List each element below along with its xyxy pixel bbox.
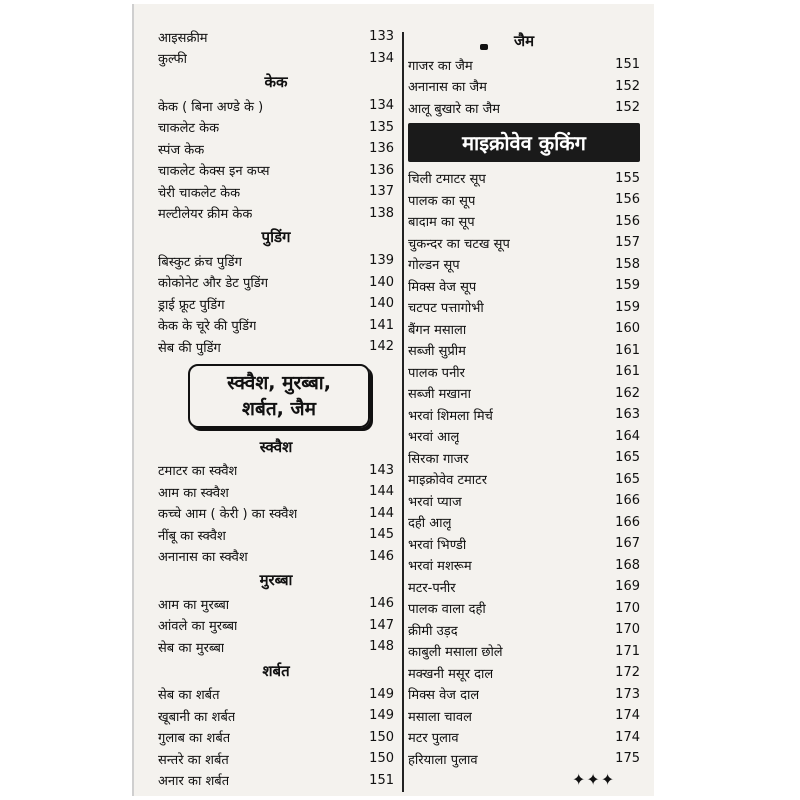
- toc-entry-title: सब्जी मखाना: [408, 387, 471, 403]
- section-title-cake: केक: [264, 73, 288, 91]
- toc-entry-title: नींबू का स्क्वैश: [158, 528, 226, 544]
- toc-entry: [408, 383, 640, 405]
- toc-entry-title: क्रीमी उड़द: [408, 623, 458, 639]
- section-title-murabba: मुरब्बा: [259, 571, 293, 589]
- toc-entry: [408, 727, 640, 749]
- toc-entry-title: सेब का मुरब्बा: [158, 640, 225, 656]
- toc-entry-page-number: 138: [369, 205, 394, 221]
- section-banner-microwave-cooking: माइक्रोवेव कुकिंग: [408, 123, 640, 162]
- toc-entry-title: चिली टमाटर सूप: [408, 172, 486, 188]
- toc-entry: [408, 490, 640, 512]
- toc-entry: [408, 684, 640, 706]
- toc-entry-page-number: 161: [615, 342, 640, 358]
- toc-entry-page-number: 159: [615, 299, 640, 315]
- toc-entry-page-number: 173: [615, 686, 640, 702]
- toc-entry-title: कुल्फी: [158, 52, 187, 68]
- toc-entry: [408, 54, 640, 76]
- toc-entry-title: चाकलेट केक्स इन कप्स: [158, 164, 270, 180]
- toc-entry-title: चाकलेट केक: [158, 121, 220, 137]
- toc-entry-title: बिस्कुट क्रंच पुडिंग: [158, 254, 242, 270]
- toc-entry: [408, 361, 640, 383]
- sharbat-items: [158, 684, 394, 792]
- section-title-squash: स्क्वैश: [259, 437, 293, 456]
- toc-entry-title: दही आलू: [408, 516, 452, 532]
- toc-entry-page-number: 134: [369, 98, 394, 114]
- toc-entry: [408, 318, 640, 340]
- toc-entry-title: माइक्रोवेव टमाटर: [408, 473, 488, 489]
- toc-entry-title: बादाम का सूप: [408, 215, 475, 231]
- toc-entry-page-number: 144: [369, 484, 394, 500]
- toc-entry-title: पालक का सूप: [408, 193, 476, 209]
- banner-line-2: शर्बत, जैम: [242, 397, 316, 420]
- toc-entry-page-number: 152: [615, 100, 640, 116]
- toc-entry: [158, 336, 394, 358]
- toc-entry-title: सेब का शर्बत: [158, 688, 220, 704]
- right-column: [408, 28, 640, 770]
- section-banner-squash-murabba-sharbat-jam: [188, 364, 370, 428]
- toc-entry-title: अनार का शर्बत: [158, 774, 230, 790]
- toc-entry: [158, 48, 394, 70]
- microwave-items: [408, 168, 640, 770]
- toc-entry-title: आलू बुखारे का जैम: [408, 101, 501, 117]
- toc-entry-title: गोल्डन सूप: [408, 258, 460, 274]
- toc-entry-page-number: 166: [615, 493, 640, 509]
- toc-entry-title: गुलाब का शर्बत: [158, 731, 231, 747]
- toc-entry: [408, 340, 640, 362]
- toc-entry-title: भरवां आलू: [408, 430, 460, 446]
- toc-entry: [158, 481, 394, 503]
- toc-entry-title: मिक्स वेज दाल: [408, 688, 480, 704]
- toc-entry-page-number: 167: [615, 536, 640, 552]
- toc-entry: [158, 117, 394, 139]
- toc-entry: [408, 748, 640, 770]
- cake-items: [158, 95, 394, 224]
- top-items: [158, 26, 394, 69]
- toc-entry-title: भरवां भिण्डी: [408, 537, 467, 553]
- toc-entry-page-number: 142: [369, 339, 394, 355]
- toc-entry-page-number: 133: [369, 29, 394, 45]
- toc-entry-title: मल्टीलेयर क्रीम केक: [158, 207, 253, 223]
- toc-entry: [408, 426, 640, 448]
- toc-entry-title: केक ( बिना अण्डे के ): [158, 99, 264, 115]
- toc-entry-page-number: 145: [369, 527, 394, 543]
- toc-entry-page-number: 139: [369, 253, 394, 269]
- column-divider: [402, 32, 404, 792]
- toc-entry-page-number: 156: [615, 213, 640, 229]
- toc-entry: [408, 168, 640, 190]
- toc-entry-page-number: 160: [615, 321, 640, 337]
- toc-entry: [408, 641, 640, 663]
- toc-entry: [158, 315, 394, 337]
- toc-entry-title: केक के चूरे की पुडिंग: [158, 319, 257, 335]
- toc-entry: [158, 546, 394, 568]
- toc-entry-page-number: 150: [369, 729, 394, 745]
- toc-entry-title: टमाटर का स्क्वैश: [158, 464, 238, 480]
- toc-entry: [158, 138, 394, 160]
- toc-entry-page-number: 146: [369, 548, 394, 564]
- toc-entry: [408, 598, 640, 620]
- toc-entry-page-number: 137: [369, 184, 394, 200]
- toc-entry-title: सब्जी सुप्रीम: [408, 344, 466, 360]
- toc-entry: [408, 447, 640, 469]
- toc-entry: [158, 26, 394, 48]
- toc-entry: [158, 636, 394, 658]
- toc-entry-page-number: 147: [369, 617, 394, 633]
- toc-entry: [158, 727, 394, 749]
- toc-entry-page-number: 152: [615, 78, 640, 94]
- toc-entry: [158, 684, 394, 706]
- toc-entry-title: पालक वाला दही: [408, 602, 486, 618]
- toc-entry-title: ड्राई फ्रूट पुडिंग: [158, 297, 225, 313]
- toc-entry: [158, 705, 394, 727]
- toc-entry: [408, 211, 640, 233]
- toc-entry-title: मक्खनी मसूर दाल: [408, 666, 494, 682]
- toc-entry-title: आंवले का मुरब्बा: [158, 619, 238, 635]
- toc-entry-page-number: 144: [369, 505, 394, 521]
- toc-entry-title: भरवां शिमला मिर्च: [408, 408, 493, 424]
- toc-entry: [408, 76, 640, 98]
- toc-entry-page-number: 161: [615, 364, 640, 380]
- section-title-sharbat: शर्बत: [262, 661, 290, 680]
- toc-entry-title: कोकोनेट और डेट पुडिंग: [158, 276, 269, 292]
- toc-entry: [158, 615, 394, 637]
- toc-entry-page-number: 140: [369, 274, 394, 290]
- toc-entry-title: चटपट पत्तागोभी: [408, 301, 484, 317]
- toc-entry: [408, 619, 640, 641]
- toc-entry: [158, 503, 394, 525]
- left-column: [158, 26, 394, 791]
- toc-entry-page-number: 136: [369, 162, 394, 178]
- toc-entry-title: अनानास का जैम: [408, 80, 487, 96]
- toc-entry: [158, 524, 394, 546]
- toc-entry-page-number: 169: [615, 579, 640, 595]
- banner-line-1: स्क्वैश, मुरब्बा,: [227, 371, 331, 394]
- toc-entry-page-number: 157: [615, 235, 640, 251]
- toc-entry-title: मिक्स वेज सूप: [408, 279, 477, 295]
- jam-items: [408, 54, 640, 119]
- toc-entry: [158, 460, 394, 482]
- toc-entry-title: मटर पुलाव: [408, 731, 459, 747]
- end-stars-icon: ✦✦✦: [572, 770, 616, 789]
- toc-entry-title: कच्चे आम ( केरी ) का स्क्वैश: [158, 507, 298, 523]
- toc-entry: [158, 250, 394, 272]
- toc-entry-page-number: 135: [369, 119, 394, 135]
- toc-entry-page-number: 149: [369, 686, 394, 702]
- toc-entry: [408, 533, 640, 555]
- toc-entry: [408, 189, 640, 211]
- section-title-jam: जैम: [513, 32, 535, 50]
- toc-entry: [158, 593, 394, 615]
- toc-entry-page-number: 143: [369, 462, 394, 478]
- toc-entry-page-number: 174: [615, 708, 640, 724]
- toc-entry: [408, 97, 640, 119]
- toc-entry-page-number: 148: [369, 639, 394, 655]
- toc-entry-page-number: 174: [615, 729, 640, 745]
- toc-entry: [408, 705, 640, 727]
- toc-entry: [158, 160, 394, 182]
- toc-entry-page-number: 156: [615, 192, 640, 208]
- toc-entry: [408, 662, 640, 684]
- toc-entry: [158, 293, 394, 315]
- toc-entry-page-number: 162: [615, 385, 640, 401]
- toc-entry: [408, 512, 640, 534]
- toc-entry-page-number: 159: [615, 278, 640, 294]
- toc-entry-title: बैंगन मसाला: [408, 322, 467, 338]
- toc-entry-page-number: 151: [369, 772, 394, 788]
- toc-entry-title: सिरका गाजर: [408, 451, 469, 467]
- toc-entry: [408, 555, 640, 577]
- toc-entry: [158, 203, 394, 225]
- toc-entry-page-number: 170: [615, 600, 640, 616]
- toc-entry-page-number: 168: [615, 557, 640, 573]
- toc-entry-title: गाजर का जैम: [408, 58, 473, 74]
- toc-entry: [408, 254, 640, 276]
- toc-entry: [408, 297, 640, 319]
- toc-entry-page-number: 150: [369, 751, 394, 767]
- toc-entry-page-number: 134: [369, 50, 394, 66]
- toc-entry-title: भरवां प्याज: [408, 494, 462, 510]
- toc-entry-page-number: 141: [369, 317, 394, 333]
- toc-entry: [408, 275, 640, 297]
- toc-entry-page-number: 140: [369, 296, 394, 312]
- toc-entry-page-number: 158: [615, 256, 640, 272]
- toc-entry-title: सन्तरे का शर्बत: [158, 752, 229, 768]
- toc-entry-title: चुकन्दर का चटख सूप: [408, 236, 510, 252]
- toc-entry-page-number: 136: [369, 141, 394, 157]
- toc-entry: [158, 181, 394, 203]
- toc-entry-page-number: 165: [615, 471, 640, 487]
- toc-entry-page-number: 149: [369, 708, 394, 724]
- toc-entry: [408, 232, 640, 254]
- toc-entry-title: आम का मुरब्बा: [158, 597, 230, 613]
- toc-entry-title: काबुली मसाला छोले: [408, 645, 503, 661]
- toc-entry: [158, 272, 394, 294]
- toc-entry-page-number: 170: [615, 622, 640, 638]
- toc-entry-title: भरवां मशरूम: [408, 559, 472, 575]
- toc-entry-page-number: 146: [369, 596, 394, 612]
- toc-entry: [158, 770, 394, 792]
- murabba-items: [158, 593, 394, 658]
- toc-entry: [408, 469, 640, 491]
- toc-entry-title: खूबानी का शर्बत: [158, 709, 236, 725]
- toc-entry-page-number: 166: [615, 514, 640, 530]
- toc-entry-title: आम का स्क्वैश: [158, 485, 229, 501]
- toc-entry-title: अनानास का स्क्वैश: [158, 550, 248, 566]
- toc-entry: [158, 748, 394, 770]
- toc-entry-title: सेब की पुडिंग: [158, 340, 221, 356]
- toc-entry: [158, 95, 394, 117]
- toc-entry-title: हरियाला पुलाव: [408, 752, 478, 768]
- toc-entry-page-number: 172: [615, 665, 640, 681]
- toc-entry-title: पालक पनीर: [408, 365, 465, 381]
- section-title-pudding: पुडिंग: [261, 228, 291, 246]
- toc-entry-page-number: 151: [615, 57, 640, 73]
- toc-entry-page-number: 163: [615, 407, 640, 423]
- toc-entry-title: मटर-पनीर: [408, 580, 456, 596]
- toc-entry-title: स्पंज केक: [158, 142, 205, 158]
- toc-entry-page-number: 165: [615, 450, 640, 466]
- toc-entry-title: चेरी चाकलेट केक: [158, 185, 241, 201]
- toc-entry-page-number: 175: [615, 751, 640, 767]
- toc-entry: [408, 576, 640, 598]
- toc-entry-title: मसाला चावल: [408, 709, 472, 725]
- toc-entry-page-number: 171: [615, 643, 640, 659]
- toc-entry-page-number: 164: [615, 428, 640, 444]
- toc-entry-title: आइसक्रीम: [158, 30, 208, 46]
- pudding-items: [158, 250, 394, 358]
- squash-items: [158, 460, 394, 568]
- toc-entry: [408, 404, 640, 426]
- toc-entry-page-number: 155: [615, 170, 640, 186]
